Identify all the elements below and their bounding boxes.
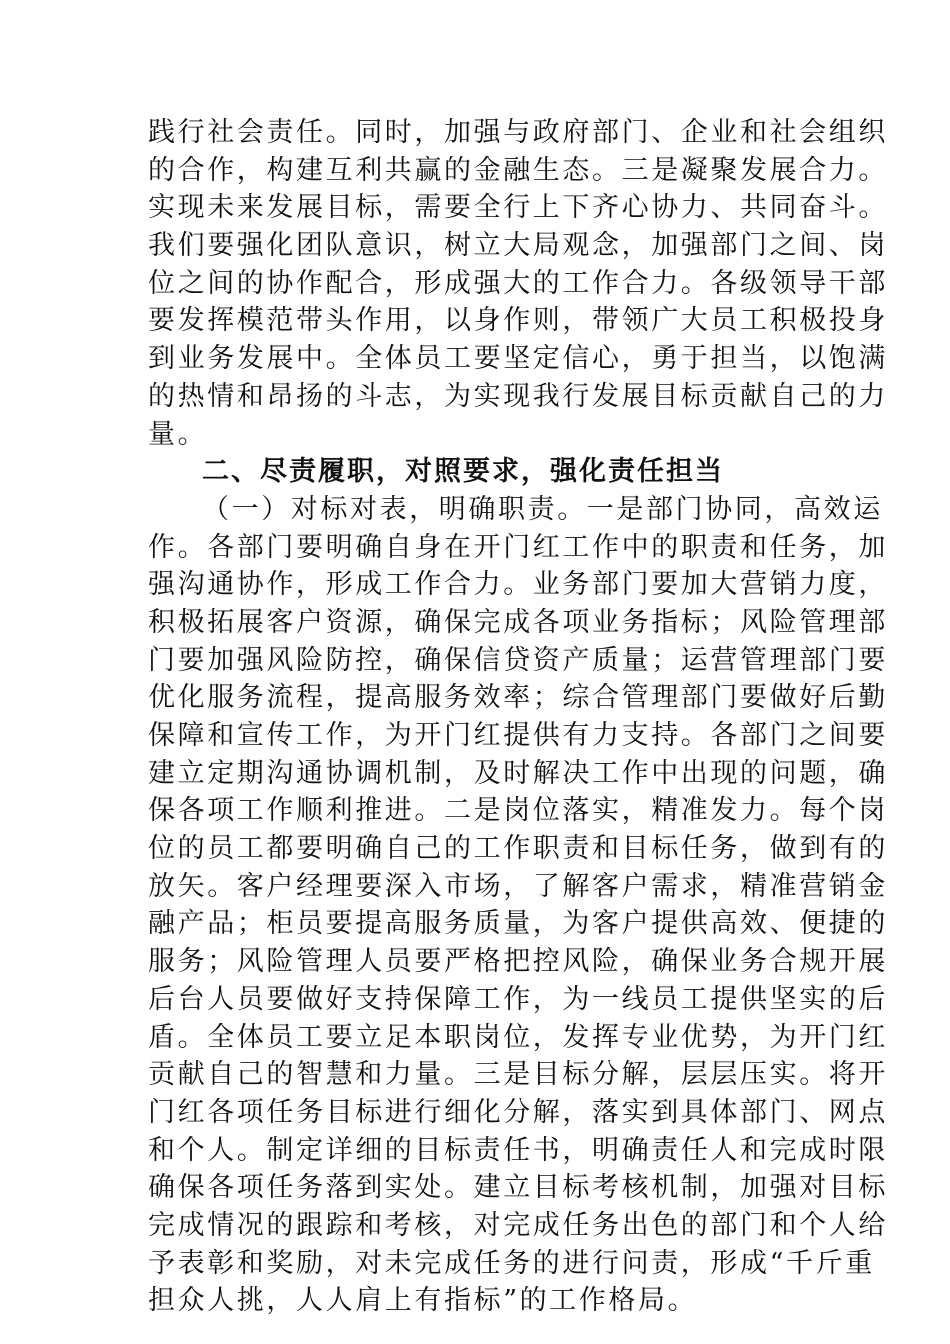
text-line: 要发挥模范带头作用，以身作则，带领广大员工积极投身 xyxy=(148,305,888,337)
text-line: 放矢。客户经理要深入市场，了解客户需求，精准营销金 xyxy=(148,870,888,902)
text-line: 实现未来发展目标，需要全行上下齐心协力、共同奋斗。 xyxy=(148,192,888,224)
text-line: 予表彰和奖励，对未完成任务的进行问责，形成“千斤重 xyxy=(148,1247,875,1279)
section-heading: 二、尽责履职，对照要求，强化责任担当 xyxy=(202,456,724,488)
text-line: 门红各项任务目标进行细化分解，落实到具体部门、网点 xyxy=(148,1096,888,1128)
text-line: 的热情和昂扬的斗志，为实现我行发展目标贡献自己的力 xyxy=(148,380,888,412)
text-line: 盾。全体员工要立足本职岗位，发挥专业优势，为开门红 xyxy=(148,1021,888,1053)
text-line: 优化服务流程，提高服务效率；综合管理部门要做好后勤 xyxy=(148,682,888,714)
text-line: 位之间的协作配合，形成强大的工作合力。各级领导干部 xyxy=(148,267,888,299)
text-line: 保各项工作顺利推进。二是岗位落实，精准发力。每个岗 xyxy=(148,795,888,827)
text-line: 积极拓展客户资源，确保完成各项业务指标；风险管理部 xyxy=(148,606,888,638)
text-line: 的合作，构建互利共赢的金融生态。三是凝聚发展合力。 xyxy=(148,154,888,186)
text-line: 保障和宣传工作，为开门红提供有力支持。各部门之间要 xyxy=(148,720,888,751)
text-line: 到业务发展中。全体员工要坚定信心，勇于担当，以饱满 xyxy=(148,343,888,375)
document-body xyxy=(148,114,888,1320)
text-line: 服务；风险管理人员要严格把控风险，确保业务合规开展 xyxy=(148,946,888,978)
text-line: 强沟通协作，形成工作合力。业务部门要加大营销力度， xyxy=(148,569,888,601)
text-line: 门要加强风险防控，确保信贷资产质量；运营管理部门要 xyxy=(148,644,888,676)
text-line: 位的员工都要明确自己的工作职责和目标任务，做到有的 xyxy=(148,833,888,865)
text-line: 完成情况的跟踪和考核，对完成任务出色的部门和个人给 xyxy=(148,1209,888,1241)
text-line: 确保各项任务落到实处。建立目标考核机制，加强对目标 xyxy=(148,1172,888,1204)
text-line: 我们要强化团队意识，树立大局观念，加强部门之间、岗 xyxy=(148,230,888,262)
text-line: 践行社会责任。同时，加强与政府部门、企业和社会组织 xyxy=(148,117,888,148)
text-line: 担众人挑，人人肩上有指标”的工作格局。 xyxy=(148,1285,698,1317)
text-line: 建立定期沟通协调机制，及时解决工作中出现的问题，确 xyxy=(148,757,888,789)
text-line: 后台人员要做好支持保障工作，为一线员工提供坚实的后 xyxy=(148,983,888,1015)
text-line: 作。各部门要明确自身在开门红工作中的职责和任务，加 xyxy=(148,531,888,563)
text-line: 贡献自己的智慧和力量。三是目标分解，层层压实。将开 xyxy=(148,1059,888,1091)
text-line: 融产品；柜员要提高服务质量，为客户提供高效、便捷的 xyxy=(148,908,888,940)
text-line: 和个人。制定详细的目标责任书，明确责任人和完成时限 xyxy=(148,1134,888,1166)
subsection-first-line: （一）对标对表，明确职责。一是部门协同，高效运 xyxy=(202,493,883,525)
text-line: 量。 xyxy=(148,418,208,450)
